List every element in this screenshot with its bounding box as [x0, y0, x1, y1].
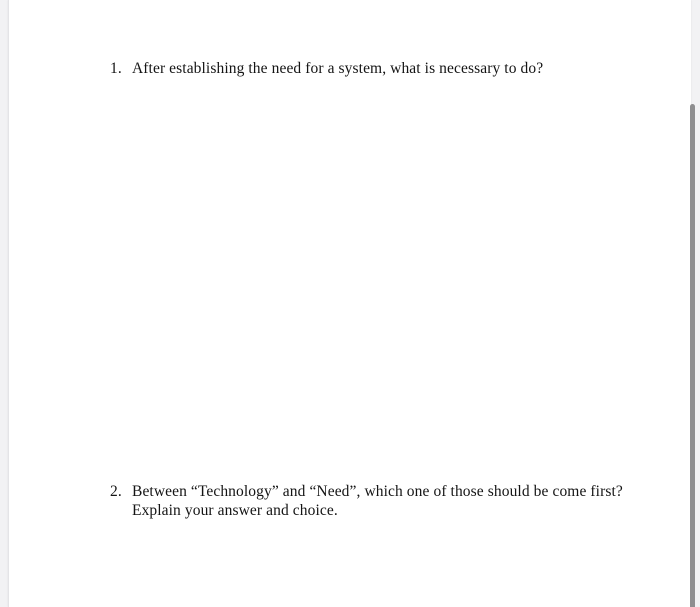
page-left-edge	[8, 0, 9, 607]
question-text: Between “Technology” and “Need”, which one of those should be come first? Explain your answer and choice.	[132, 483, 623, 519]
question-2	[110, 482, 630, 520]
question-1	[110, 59, 630, 78]
question-text: After establishing the need for a system, what is necessary to do?	[132, 60, 544, 77]
question-number: 2.	[110, 483, 122, 500]
question-number: 1.	[110, 60, 122, 77]
vertical-scrollbar[interactable]	[690, 104, 695, 607]
document-page	[8, 0, 691, 607]
